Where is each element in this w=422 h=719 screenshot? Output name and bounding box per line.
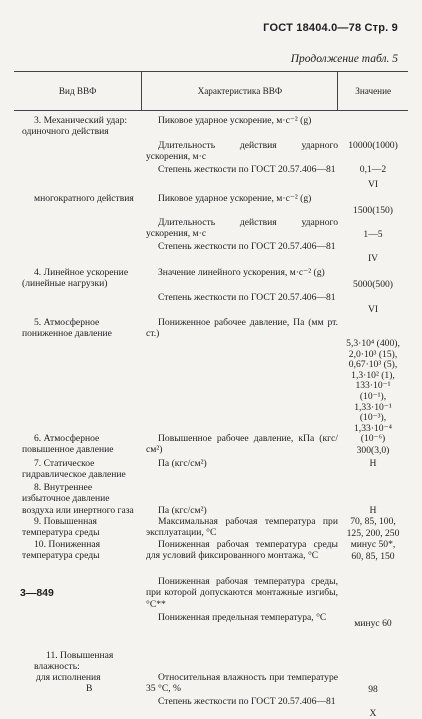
row-characteristic: Степень жесткости по ГОСТ 20.57.406—81 — [158, 696, 336, 707]
row-value — [338, 115, 408, 138]
row-characteristic: Пониженное рабочее давление, Па (мм рт. ст.) — [146, 317, 338, 340]
table-row — [14, 317, 408, 445]
table-row — [14, 650, 408, 673]
page-footer-code: 3—849 — [20, 587, 54, 599]
row-characteristic: Па (кгс/см²) — [158, 505, 207, 516]
row-value: Н — [369, 458, 377, 469]
row-characteristic: Степень жесткости по ГОСТ 20.57.406—81 — [158, 292, 336, 303]
row-characteristic: Длительность действия ударного ускорения, м·с — [146, 140, 338, 163]
row-value: 5000(500) — [353, 279, 393, 290]
row-value: (10⁻¹), — [359, 390, 387, 402]
row-type: 7. Статическое гидравлическое давление — [22, 458, 126, 481]
table-row — [14, 193, 408, 216]
row-characteristic: Значение линейного ускорения, м·с⁻² (g) — [158, 267, 325, 278]
row-value: 10000(1000) — [348, 140, 398, 151]
table-body — [14, 111, 408, 629]
table-row — [14, 115, 408, 138]
table-row — [14, 179, 408, 190]
row-value: 1—5 — [363, 229, 383, 240]
row-type: 4. Линейное ускорение (линейные нагрузки) — [22, 267, 129, 290]
row-characteristic: Пониженная рабочая температура среды для условий фиксированного монтажа, °С — [146, 539, 338, 562]
row-value: минус 60 — [354, 618, 392, 629]
row-value: 0,67·10³ (5), — [348, 359, 398, 371]
table-row — [14, 672, 408, 695]
characteristics-table — [14, 71, 408, 719]
table-row — [14, 433, 408, 456]
table-row — [14, 528, 408, 562]
column-header-value: Значение — [355, 86, 392, 96]
row-value: X — [369, 708, 377, 719]
row-characteristic: Па (кгс/см²) — [158, 458, 207, 469]
column-header-type: Вид ВВФ — [58, 86, 97, 96]
row-value: 70, 85, 100, — [350, 516, 396, 527]
row-value: 60, 85, 150 — [351, 550, 395, 562]
row-value: 2,0·10³ (15), — [348, 348, 398, 360]
table-row — [14, 241, 408, 264]
row-type-label: для исполнения — [36, 672, 101, 683]
row-type: 9. Повышенная температура среды — [22, 516, 100, 539]
row-value: VI — [367, 304, 379, 315]
row-type: многократного действия — [34, 193, 134, 204]
row-value: Н — [369, 505, 377, 516]
table-row — [14, 217, 408, 240]
table-row — [14, 164, 408, 175]
row-characteristic: Повышенное рабочее давление, кПа (кгс/см²) — [146, 433, 338, 456]
row-value: 0,1—2 — [359, 164, 387, 175]
row-characteristic: Степень жесткости по ГОСТ 20.57.406—81 — [158, 241, 336, 252]
row-characteristic: Пиковое ударное ускорение, м·с⁻² (g) — [158, 193, 312, 204]
row-value: 5,3·10⁴ (400), — [346, 338, 400, 349]
row-type: 3. Механический удар: одиночного действия — [22, 115, 128, 138]
row-characteristic: Максимальная рабочая температура при эксплуатации, °С — [146, 516, 338, 539]
row-value: 300(3,0) — [356, 445, 390, 456]
row-value: 1,3·10² (1), — [351, 369, 395, 381]
row-value: IV — [367, 253, 379, 264]
row-value: 133·10⁻¹ — [355, 380, 391, 392]
row-value: 1500(150) — [353, 205, 393, 216]
row-value-list — [338, 317, 408, 445]
row-characteristic: Степень жесткости по ГОСТ 20.57.406—81 — [158, 164, 336, 175]
table-row — [14, 696, 408, 719]
row-type-climate: В — [86, 683, 93, 695]
page-header: ГОСТ 18404.0—78 Стр. 9 — [263, 22, 398, 34]
table-header — [14, 72, 408, 111]
row-value-list — [338, 528, 408, 562]
row-characteristic: Пониженная рабочая температура среды, при которой допускаются монтажные изгибы, °С** — [146, 576, 338, 610]
row-value: 1,33·10⁻⁴ — [354, 422, 392, 434]
row-characteristic: Пониженная предельная температура, °С — [158, 612, 327, 623]
table-row — [14, 482, 408, 516]
row-characteristic: Длительность действия ударного ускорения, м·с — [146, 217, 338, 240]
table-row — [14, 140, 408, 163]
row-value: (10⁻³), — [359, 412, 387, 424]
row-type: 8. Внутреннее избыточное давление воздуха или инертного газа — [22, 482, 134, 516]
row-value: минус 50*, — [350, 539, 396, 551]
table-row — [14, 292, 408, 315]
table-row — [14, 458, 408, 481]
table-row — [14, 576, 408, 610]
row-type: 11. Повышенная влажность: — [34, 650, 114, 673]
row-value: 98 — [368, 684, 378, 695]
table-row — [14, 267, 408, 290]
row-value: 125, 200, 250 — [346, 528, 400, 539]
row-characteristic: Относительная влажность при температуре 35 °С, % — [146, 672, 338, 695]
table-continuation-label: Продолжение табл. 5 — [290, 53, 398, 65]
row-characteristic: Пиковое ударное ускорение, м·с⁻² (g) — [158, 115, 312, 126]
row-type-sub — [14, 672, 142, 695]
row-value: (10⁻⁶) — [360, 433, 386, 445]
column-header-characteristic: Характеристика ВВФ — [141, 72, 338, 110]
row-value: 1,33·10⁻¹ — [354, 401, 392, 413]
row-type: 5. Атмосферное пониженное давление — [22, 317, 112, 340]
row-value: VI — [367, 179, 379, 190]
row-type: 6. Атмосферное повышенное давление — [22, 433, 114, 456]
row-type: 10. Пониженная температура среды — [22, 539, 101, 562]
